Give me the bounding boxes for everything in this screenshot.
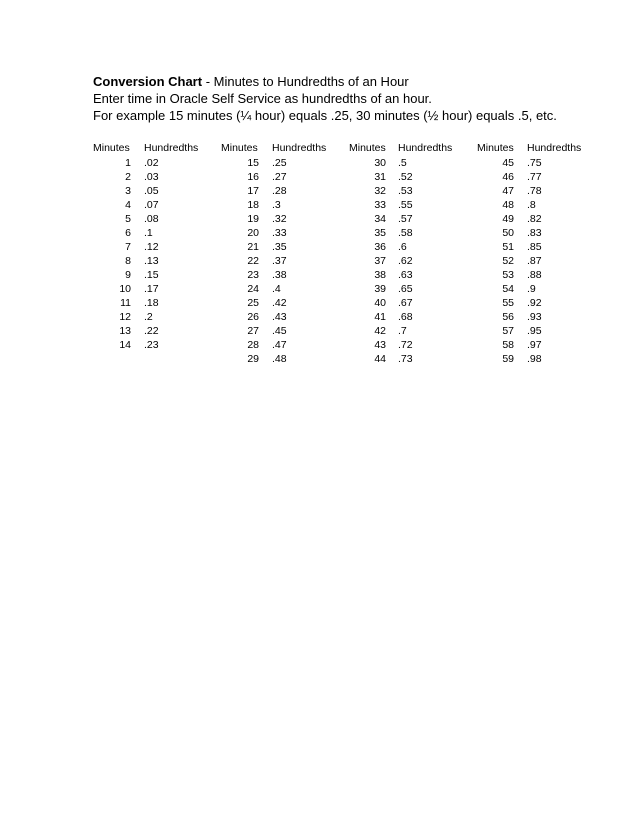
table-row: [0, 268, 638, 282]
hundredths-value: .93: [527, 311, 542, 323]
minutes-value: 31: [374, 171, 386, 183]
heading-title-bold: Conversion Chart: [93, 74, 203, 89]
table-row: [0, 184, 638, 198]
hundredths-value: .07: [144, 199, 159, 211]
minutes-value: 51: [502, 241, 514, 253]
minutes-value: 45: [502, 157, 514, 169]
minutes-value: 37: [374, 255, 386, 267]
hundredths-value: .55: [398, 199, 413, 211]
minutes-value: 46: [502, 171, 514, 183]
minutes-value: 49: [502, 213, 514, 225]
hundredths-value: .18: [144, 297, 159, 309]
hundredths-value: .82: [527, 213, 542, 225]
table-header-row: [0, 141, 638, 156]
conversion-table: [0, 141, 638, 366]
hundredths-value: .23: [144, 339, 159, 351]
hundredths-value: .2: [144, 311, 153, 323]
hundredths-value: .12: [144, 241, 159, 253]
hundredths-value: .28: [272, 185, 287, 197]
minutes-value: 44: [374, 353, 386, 365]
hundredths-value: .22: [144, 325, 159, 337]
hundredths-value: .03: [144, 171, 159, 183]
minutes-value: 12: [119, 311, 131, 323]
minutes-value: 54: [502, 283, 514, 295]
minutes-value: 26: [247, 311, 259, 323]
hundredths-value: .02: [144, 157, 159, 169]
hundredths-value: .52: [398, 171, 413, 183]
hundredths-value: .25: [272, 157, 287, 169]
minutes-value: 8: [125, 255, 131, 267]
minutes-value: 33: [374, 199, 386, 211]
minutes-value: 11: [120, 297, 131, 309]
minutes-value: 4: [125, 199, 131, 211]
minutes-value: 20: [247, 227, 259, 239]
table-row: [0, 352, 638, 366]
hundredths-value: .53: [398, 185, 413, 197]
table-row: [0, 212, 638, 226]
minutes-value: 15: [247, 157, 259, 169]
minutes-value: 53: [502, 269, 514, 281]
hundredths-value: .1: [144, 227, 153, 239]
minutes-value: 22: [247, 255, 259, 267]
minutes-value: 14: [119, 339, 131, 351]
hundredths-value: .65: [398, 283, 413, 295]
table-row: [0, 226, 638, 240]
minutes-value: 25: [247, 297, 259, 309]
hundredths-value: .75: [527, 157, 542, 169]
hundredths-value: .67: [398, 297, 413, 309]
minutes-value: 27: [247, 325, 259, 337]
minutes-value: 59: [502, 353, 514, 365]
hundredths-value: .35: [272, 241, 287, 253]
minutes-value: 47: [502, 185, 514, 197]
minutes-value: 6: [125, 227, 131, 239]
minutes-value: 34: [374, 213, 386, 225]
minutes-value: 7: [125, 241, 131, 253]
hundredths-value: .3: [272, 199, 281, 211]
hundredths-value: .15: [144, 269, 159, 281]
hundredths-value: .85: [527, 241, 542, 253]
minutes-value: 23: [247, 269, 259, 281]
minutes-value: 3: [125, 185, 131, 197]
minutes-value: 28: [247, 339, 259, 351]
hundredths-column-header: Hundredths: [272, 142, 327, 154]
hundredths-value: .08: [144, 213, 159, 225]
minutes-value: 21: [247, 241, 259, 253]
minutes-value: 9: [125, 269, 131, 281]
minutes-value: 58: [502, 339, 514, 351]
hundredths-value: .62: [398, 255, 413, 267]
hundredths-value: .97: [527, 339, 542, 351]
hundredths-value: .32: [272, 213, 287, 225]
hundredths-value: .73: [398, 353, 413, 365]
table-row: [0, 296, 638, 310]
hundredths-value: .83: [527, 227, 542, 239]
table-row: [0, 240, 638, 254]
minutes-value: 16: [247, 171, 259, 183]
table-row: [0, 156, 638, 170]
hundredths-value: .38: [272, 269, 287, 281]
minutes-value: 43: [374, 339, 386, 351]
minutes-column-header: Minutes: [93, 142, 130, 154]
hundredths-value: .37: [272, 255, 287, 267]
minutes-value: 50: [502, 227, 514, 239]
hundredths-value: .6: [398, 241, 407, 253]
minutes-value: 32: [374, 185, 386, 197]
hundredths-column-header: Hundredths: [527, 142, 582, 154]
minutes-value: 18: [247, 199, 259, 211]
minutes-value: 30: [374, 157, 386, 169]
hundredths-value: .57: [398, 213, 413, 225]
table-row: [0, 254, 638, 268]
hundredths-value: .33: [272, 227, 287, 239]
minutes-value: 13: [119, 325, 131, 337]
hundredths-value: .17: [144, 283, 159, 295]
hundredths-value: .45: [272, 325, 287, 337]
minutes-value: 57: [502, 325, 514, 337]
hundredths-value: .13: [144, 255, 159, 267]
table-row: [0, 170, 638, 184]
minutes-value: 40: [374, 297, 386, 309]
minutes-value: 39: [374, 283, 386, 295]
hundredths-value: .27: [272, 171, 287, 183]
minutes-value: 10: [119, 283, 131, 295]
minutes-value: 29: [247, 353, 259, 365]
hundredths-value: .8: [527, 199, 536, 211]
table-row: [0, 324, 638, 338]
hundredths-value: .5: [398, 157, 407, 169]
hundredths-value: .48: [272, 353, 287, 365]
table-row: [0, 282, 638, 296]
minutes-value: 36: [374, 241, 386, 253]
hundredths-column-header: Hundredths: [398, 142, 453, 154]
minutes-value: 48: [502, 199, 514, 211]
minutes-value: 52: [502, 255, 514, 267]
hundredths-value: .78: [527, 185, 542, 197]
minutes-value: 41: [374, 311, 386, 323]
hundredths-value: .68: [398, 311, 413, 323]
heading-title-rest: - Minutes to Hundredths of an Hour: [202, 74, 409, 89]
minutes-value: 55: [502, 297, 514, 309]
heading-title-line: [93, 73, 557, 90]
hundredths-value: .95: [527, 325, 542, 337]
minutes-value: 42: [374, 325, 386, 337]
hundredths-value: .7: [398, 325, 407, 337]
minutes-value: 56: [502, 311, 514, 323]
heading-example-line: For example 15 minutes (¼ hour) equals .25, 30 minutes (½ hour) equals .5, etc.: [93, 108, 557, 123]
hundredths-value: .47: [272, 339, 287, 351]
minutes-value: 2: [125, 171, 131, 183]
hundredths-value: .4: [272, 283, 281, 295]
hundredths-value: .92: [527, 297, 542, 309]
hundredths-value: .9: [527, 283, 536, 295]
hundredths-value: .05: [144, 185, 159, 197]
hundredths-value: .63: [398, 269, 413, 281]
hundredths-value: .43: [272, 311, 287, 323]
minutes-value: 5: [125, 213, 131, 225]
hundredths-value: .58: [398, 227, 413, 239]
hundredths-column-header: Hundredths: [144, 142, 199, 154]
hundredths-value: .72: [398, 339, 413, 351]
table-row: [0, 198, 638, 212]
minutes-value: 17: [247, 185, 259, 197]
table-row: [0, 310, 638, 324]
minutes-column-header: Minutes: [221, 142, 258, 154]
minutes-value: 1: [125, 157, 131, 169]
minutes-value: 24: [247, 283, 259, 295]
minutes-value: 35: [374, 227, 386, 239]
table-row: [0, 338, 638, 352]
hundredths-value: .42: [272, 297, 287, 309]
minutes-column-header: Minutes: [477, 142, 514, 154]
minutes-value: 38: [374, 269, 386, 281]
hundredths-value: .77: [527, 171, 542, 183]
hundredths-value: .88: [527, 269, 542, 281]
minutes-column-header: Minutes: [349, 142, 386, 154]
hundredths-value: .87: [527, 255, 542, 267]
hundredths-value: .98: [527, 353, 542, 365]
chart-heading: [93, 73, 557, 124]
minutes-value: 19: [247, 213, 259, 225]
heading-instruction-line: Enter time in Oracle Self Service as hundredths of an hour.: [93, 91, 432, 106]
